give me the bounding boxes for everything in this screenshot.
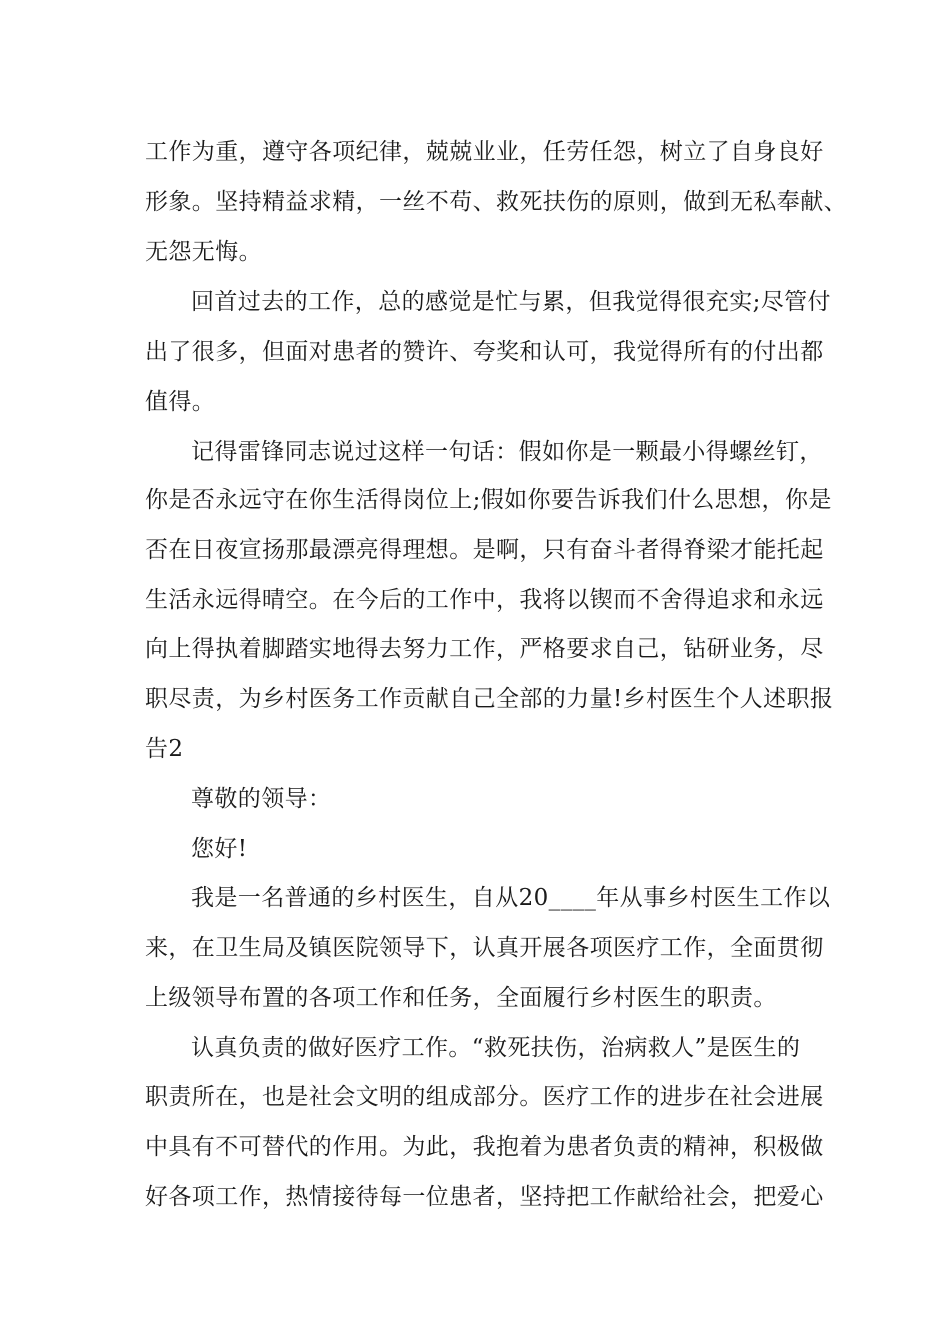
text-line: 无怨无悔。 xyxy=(145,239,262,265)
salutation: 尊敬的领导： xyxy=(191,786,332,812)
text-line: 好各项工作，热情接待每一位患者，坚持把工作献给社会，把爱心 xyxy=(145,1184,824,1210)
greeting: 您好! xyxy=(191,836,248,862)
text-line: 职尽责，为乡村医务工作贡献自己全部的力量!乡村医生个人述职报 xyxy=(145,686,834,712)
text-line: 值得。 xyxy=(145,389,216,415)
text-line: 生活永远得晴空。在今后的工作中，我将以锲而不舍得追求和永远 xyxy=(145,587,824,613)
text-line: 告2 xyxy=(145,736,184,762)
text-line: 我是一名普通的乡村医生，自从20____年从事乡村医生工作以 xyxy=(191,885,831,911)
text-line: 职责所在，也是社会文明的组成部分。医疗工作的进步在社会进展 xyxy=(145,1084,824,1110)
text-line: 你是否永远守在你生活得岗位上;假如你要告诉我们什么思想，你是 xyxy=(145,487,832,513)
text-line: 上级领导布置的各项工作和任务，全面履行乡村医生的职责。 xyxy=(145,985,777,1011)
text-line: 向上得执着脚踏实地得去努力工作，严格要求自己，钻研业务，尽 xyxy=(145,636,824,662)
text-line: 工作为重，遵守各项纪律，兢兢业业，任劳任怨，树立了自身良好 xyxy=(145,139,824,165)
text-line: 来，在卫生局及镇医院领导下，认真开展各项医疗工作，全面贯彻 xyxy=(145,935,824,961)
text-line: 中具有不可替代的作用。为此，我抱着为患者负责的精神，积极做 xyxy=(145,1134,824,1160)
text-line: 否在日夜宣扬那最漂亮得理想。是啊，只有奋斗者得脊梁才能托起 xyxy=(145,537,824,563)
text-line: 形象。坚持精益求精，一丝不苟、救死扶伤的原则，做到无私奉献、 xyxy=(145,189,847,215)
text-line: 回首过去的工作，总的感觉是忙与累，但我觉得很充实;尽管付 xyxy=(191,289,831,315)
text-line: 认真负责的做好医疗工作。“救死扶伤，治病救人”是医生的 xyxy=(191,1035,801,1061)
text-line: 出了很多，但面对患者的赞许、夸奖和认可，我觉得所有的付出都 xyxy=(145,339,824,365)
text-line: 记得雷锋同志说过这样一句话：假如你是一颗最小得螺丝钉， xyxy=(191,439,823,465)
